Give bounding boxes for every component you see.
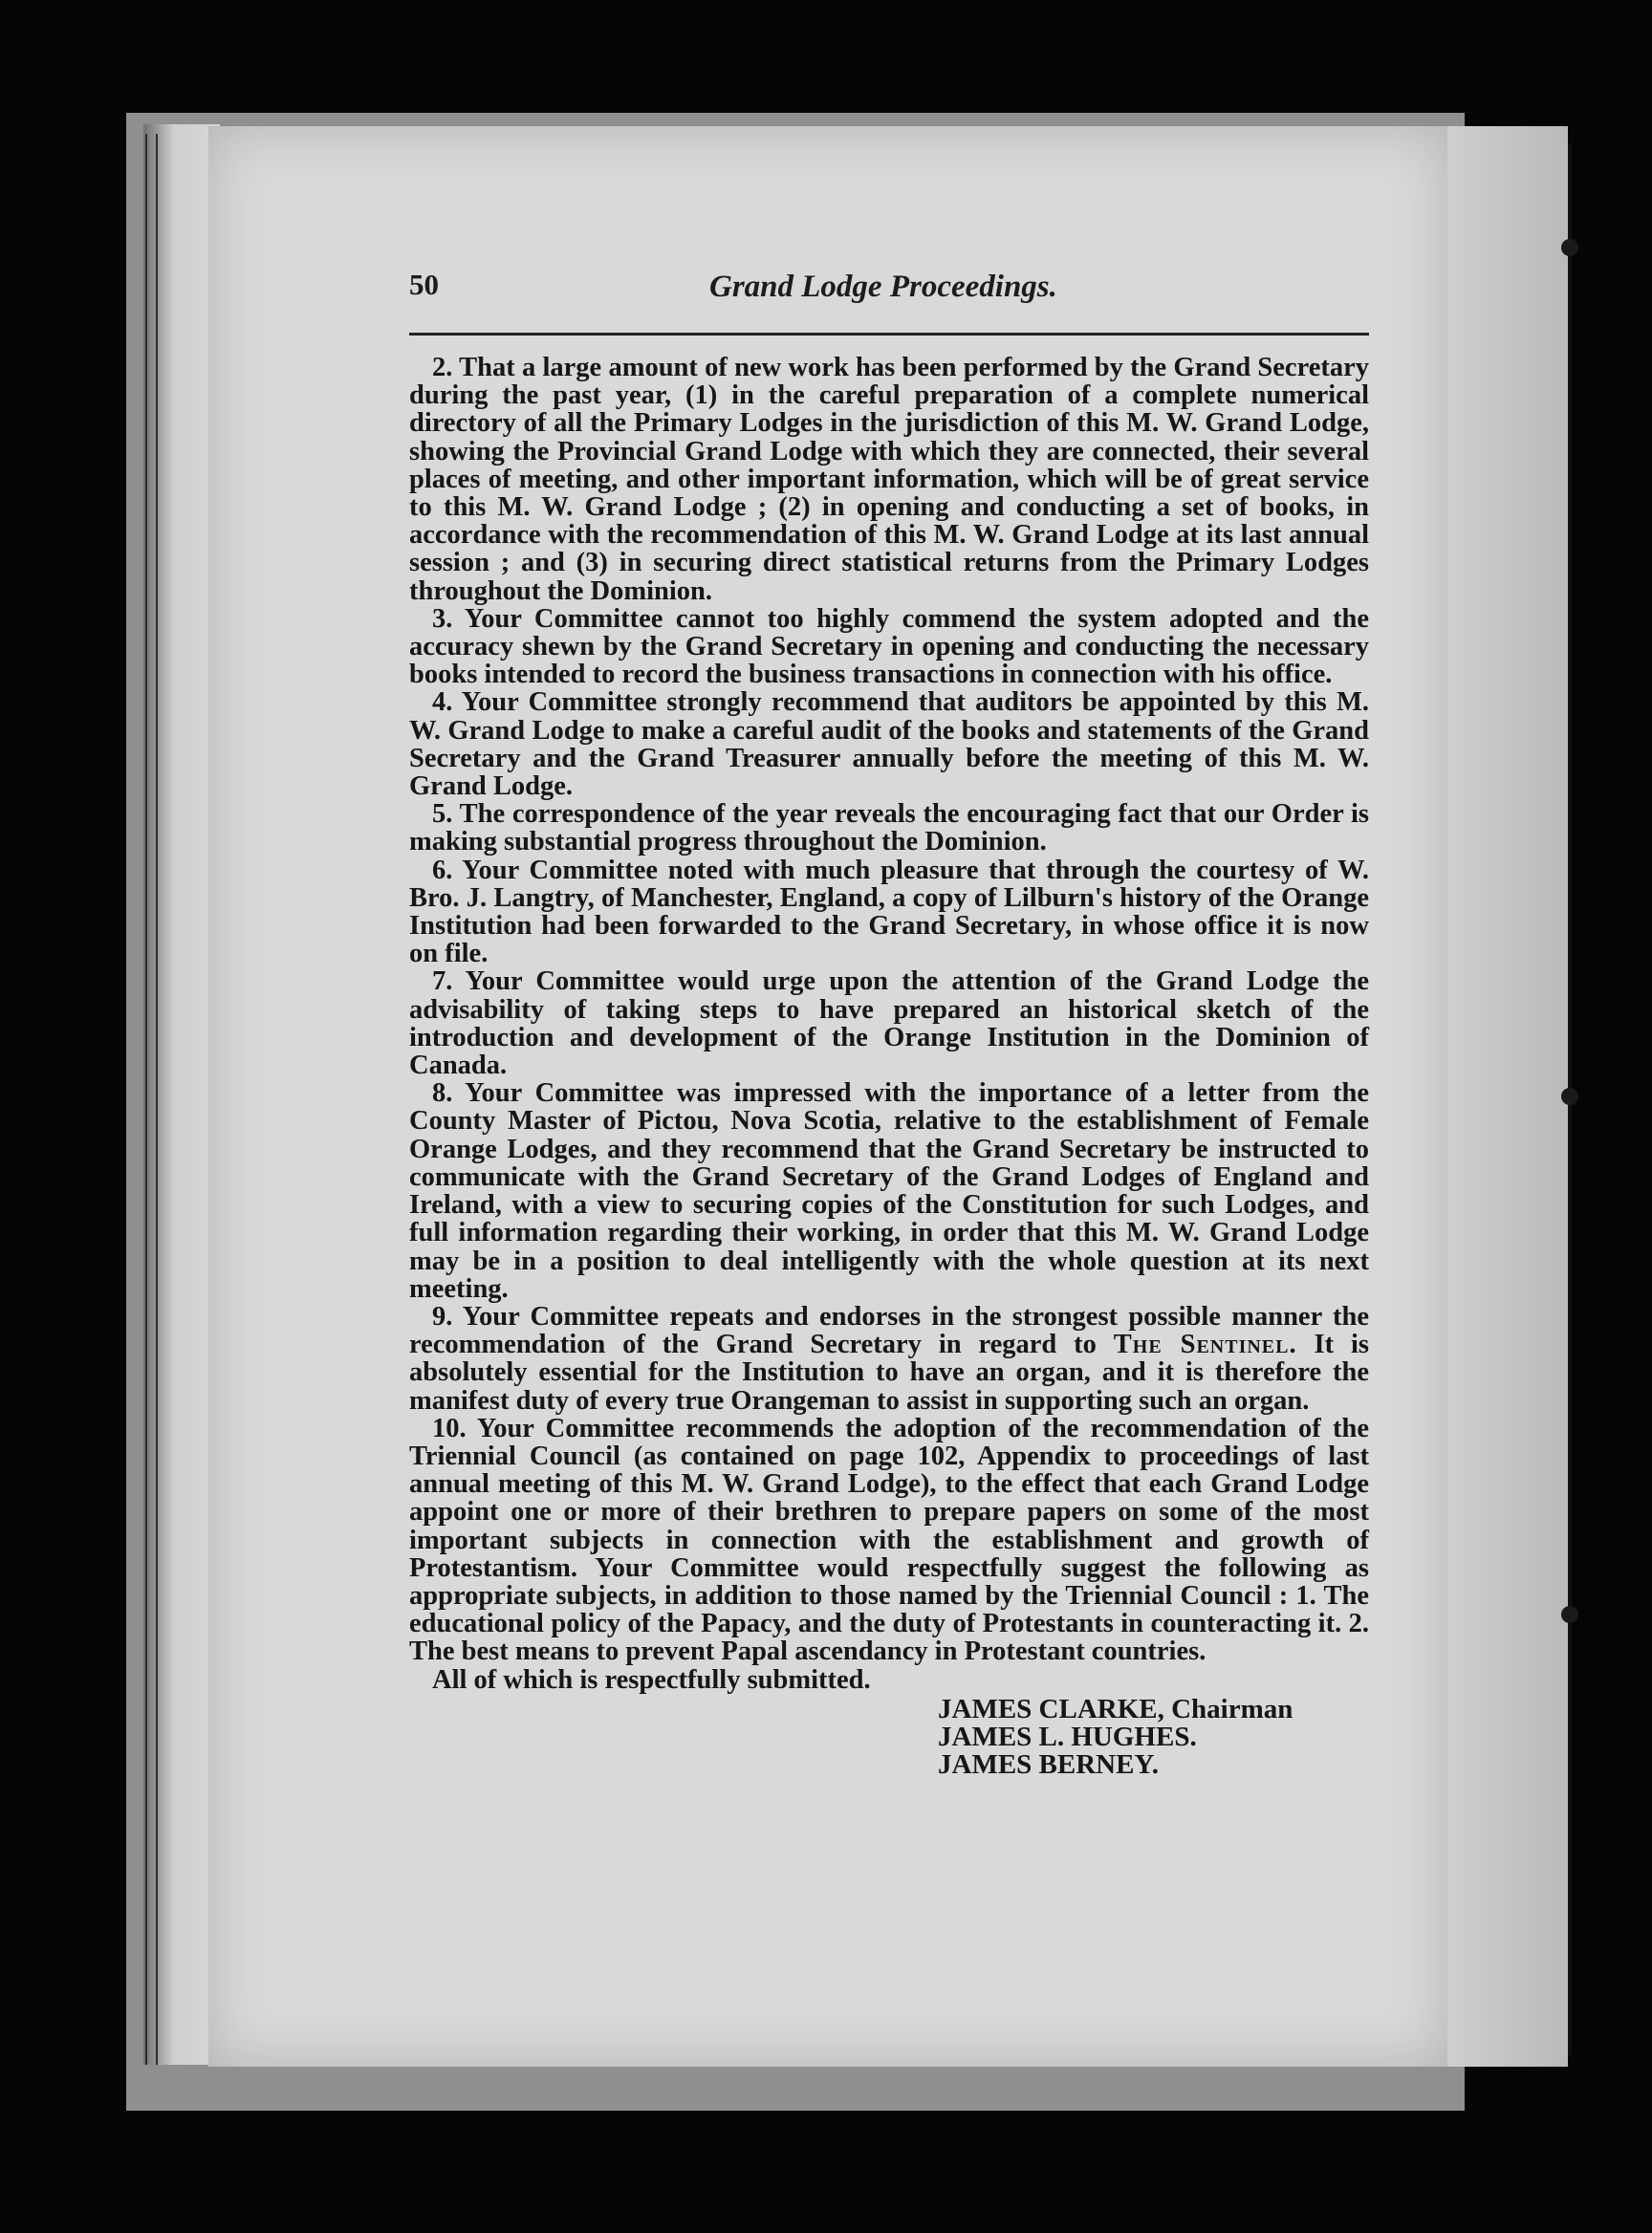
running-title: Grand Lodge Proceedings. [709,270,1057,304]
sentinel-title: The Sentinel. [1113,1330,1297,1360]
paragraph-7: 7. Your Committee would urge upon the attention of the Grand Lodge the advisability of taking steps to have prepared an historical sketch of the introduction and development of the Orange Institution in the Dominion of Canada. [409,966,1369,1081]
document-body [409,354,1369,1779]
paragraph-4: 4. Your Committee strongly recommend that auditors be appointed by this M. W. Grand Lodge to make a careful audit of the books and statements of the Grand Secretary and the Grand Treasurer annually before the meeting of this M. W. Grand Lodge. [409,687,1369,802]
page-number: 50 [409,268,439,301]
paragraph-9 [409,1303,1369,1415]
page-right-strip [1447,126,1568,2067]
signature-block [938,1693,1369,1780]
header-rule [409,333,1369,336]
signature-third: JAMES BERNEY. [938,1748,1159,1780]
signature-chairman: JAMES CLARKE, Chairman [938,1693,1293,1724]
paragraph-10: 10. Your Committee recommends the adoption of the recommendation of the Triennial Council (as contained on page 102, Appendix to proceedings of last annual meeting of this M. W. Grand Lodge), to the effect that each Grand Lodge appoint one or more of their brethren to prepare papers on some of the most important subjects in connection with the establishment and growth of Protestantism. Your Committee would respectfully suggest the following as appropriate subjects, in addition to those named by the Triennial Council : 1. The educational policy of the Papacy, and the duty of Protestants in counteracting it. 2. The best means to prevent Papal ascendancy in Protestant countries. [409,1413,1369,1667]
page-header [409,258,1365,315]
paragraph-5: 5. The correspondence of the year reveals the encouraging fact that our Order is making substantial progress throughout the Dominion. [409,799,1369,857]
binding-mark [1561,1606,1578,1623]
paragraph-3: 3. Your Committee cannot too highly commend the system adopted and the accuracy shewn by the Grand Secretary in opening and conducting the necessary books intended to record the business transactions in connection with his office. [409,603,1369,690]
paragraph-2: 2. That a large amount of new work has been performed by the Grand Secretary during the past year, (1) in the careful preparation of a complete numerical directory of all the Primary Lodges in the jurisdiction of this M. W. Grand Lodge, showing the Provincial Grand Lodge with which they are connected, their several places of meeting, and other important information, which will be of great service to this M. W. Grand Lodge ; (2) in opening and conducting a set of books, in accordance with the recommendation of this M. W. Grand Lodge at its last annual session ; and (3) in securing direct statistical returns from the Primary Lodges throughout the Dominion. [409,353,1369,606]
signature-second: JAMES L. HUGHES. [938,1721,1197,1752]
paragraph-9-end: It is absolutely essential for the Institution to have an organ, and it is therefore the manifest duty of every true Orangeman to assist in supporting such an organ. [409,1330,1369,1416]
binding-mark [1561,239,1578,256]
paragraph-6: 6. Your Committee noted with much pleasure that through the courtesy of W. Bro. J. Langtry, of Manchester, England, a copy of Lilburn's history of the Orange Institution had been forwarded to the Grand Secretary, in whose office it is now on file. [409,855,1369,969]
paragraph-9-start: 9. Your Committee repeats and endorses in the strongest possible manner the recommendation of the Grand Secretary in regard to [409,1301,1369,1360]
binding-mark [1561,1088,1578,1105]
page-edge-line [145,134,147,2065]
paragraph-8: 8. Your Committee was impressed with the importance of a letter from the County Master of Pictou, Nova Scotia, relative to the establishment of Female Orange Lodges, and they recommend that the Grand Secretary be instructed to communicate with the Grand Secretary of the Grand Lodges of England and Ireland, with a view to securing copies of the Constitution for such Lodges, and full information regarding their working, in order that this M. W. Grand Lodge may be in a position to deal intelligently with the whole question at its next meeting. [409,1078,1369,1304]
closing-line: All of which is respectfully submitted. [432,1664,871,1695]
page-edge-line [156,134,158,2065]
